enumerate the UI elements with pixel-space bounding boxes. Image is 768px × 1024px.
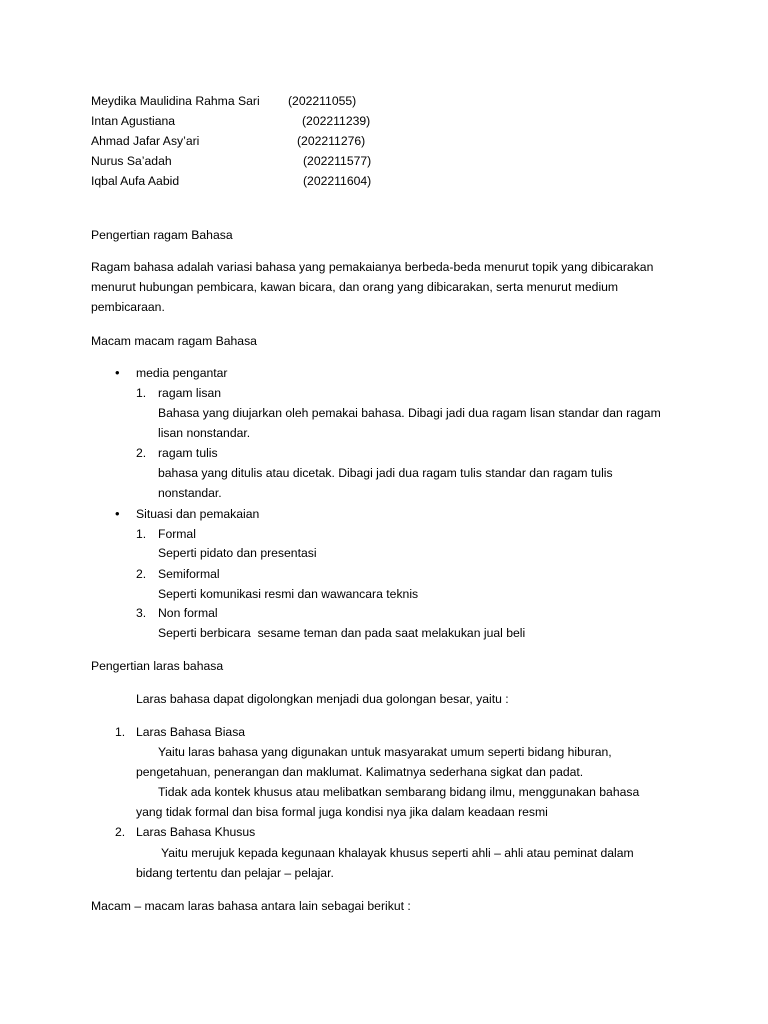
list-number: 2. (136, 446, 147, 460)
author-id: (202211604) (303, 174, 372, 188)
author-name: Nurus Sa’adah (91, 154, 172, 168)
author-name: Ahmad Jafar Asy’ari (91, 134, 200, 148)
author-name: Iqbal Aufa Aabid (91, 174, 180, 188)
paragraph-line: Yaitu laras bahasa yang digunakan untuk masyarakat umum seperti bidang hiburan, (158, 745, 612, 759)
section-heading: Pengertian ragam Bahasa (91, 228, 233, 242)
author-id: (202211239) (302, 114, 371, 128)
list-item-title: ragam tulis (158, 446, 218, 460)
bullet-label: media pengantar (136, 366, 228, 380)
author-name: Intan Agustiana (91, 114, 176, 128)
paragraph-line: Yaitu merujuk kepada kegunaan khalayak khusus seperti ahli – ahli atau peminat dalam (161, 846, 634, 860)
bullet-icon: • (115, 506, 120, 521)
paragraph-line: Tidak ada kontek khusus atau melibatkan sembarang bidang ilmu, menggunakan bahasa (158, 785, 640, 799)
author-id: (202211055) (288, 94, 357, 108)
list-number: 2. (115, 825, 126, 839)
author-id: (202211276) (297, 134, 366, 148)
paragraph-line: Ragam bahasa adalah variasi bahasa yang pemakaianya berbeda-beda menurut topik yang dibicarakan (91, 260, 654, 274)
list-number: 2. (136, 567, 147, 581)
list-number: 3. (136, 606, 147, 620)
section-heading: Macam macam ragam Bahasa (91, 334, 257, 348)
paragraph-line: menurut hubungan pembicara, kawan bicara, dan orang yang dibicarakan, serta menurut medium (91, 280, 619, 294)
author-id: (202211577) (303, 154, 372, 168)
list-number: 1. (136, 527, 147, 541)
list-number: 1. (136, 386, 147, 400)
paragraph-line: pengetahuan, penerangan dan maklumat. Kalimatnya sederhana sigkat dan padat. (136, 765, 584, 779)
list-item-title: Laras Bahasa Khusus (136, 825, 256, 839)
section-intro: Laras bahasa dapat digolongkan menjadi dua golongan besar, yaitu : (136, 692, 509, 706)
closing-line: Macam – macam laras bahasa antara lain sebagai berikut : (91, 899, 411, 913)
paragraph-line: yang tidak formal dan bisa formal juga kondisi nya jika dalam keadaan resmi (136, 805, 548, 819)
list-item-title: Semiformal (158, 567, 220, 581)
list-item-desc: nonstandar. (158, 486, 222, 500)
list-item-desc: Seperti pidato dan presentasi (158, 546, 317, 560)
list-item-title: Formal (158, 527, 196, 541)
list-item-desc: Seperti berbicara sesame teman dan pada saat melakukan jual beli (158, 626, 526, 640)
list-item-desc: Bahasa yang diujarkan oleh pemakai bahasa. Dibagi jadi dua ragam lisan standar dan ragam (158, 406, 661, 420)
bullet-label: Situasi dan pemakaian (136, 507, 260, 521)
paragraph-line: pembicaraan. (91, 300, 165, 314)
author-name: Meydika Maulidina Rahma Sari (91, 94, 260, 108)
bullet-icon: • (115, 365, 120, 380)
list-number: 1. (115, 725, 126, 739)
paragraph-line: bidang tertentu dan pelajar – pelajar. (136, 866, 334, 880)
section-heading: Pengertian laras bahasa (91, 659, 224, 673)
list-item-desc: bahasa yang ditulis atau dicetak. Dibagi jadi dua ragam tulis standar dan ragam tulis (158, 466, 613, 480)
list-item-title: Laras Bahasa Biasa (136, 725, 246, 739)
list-item-desc: Seperti komunikasi resmi dan wawancara teknis (158, 587, 419, 601)
list-item-desc: lisan nonstandar. (158, 426, 251, 440)
list-item-title: Non formal (158, 606, 218, 620)
list-item-title: ragam lisan (158, 386, 221, 400)
